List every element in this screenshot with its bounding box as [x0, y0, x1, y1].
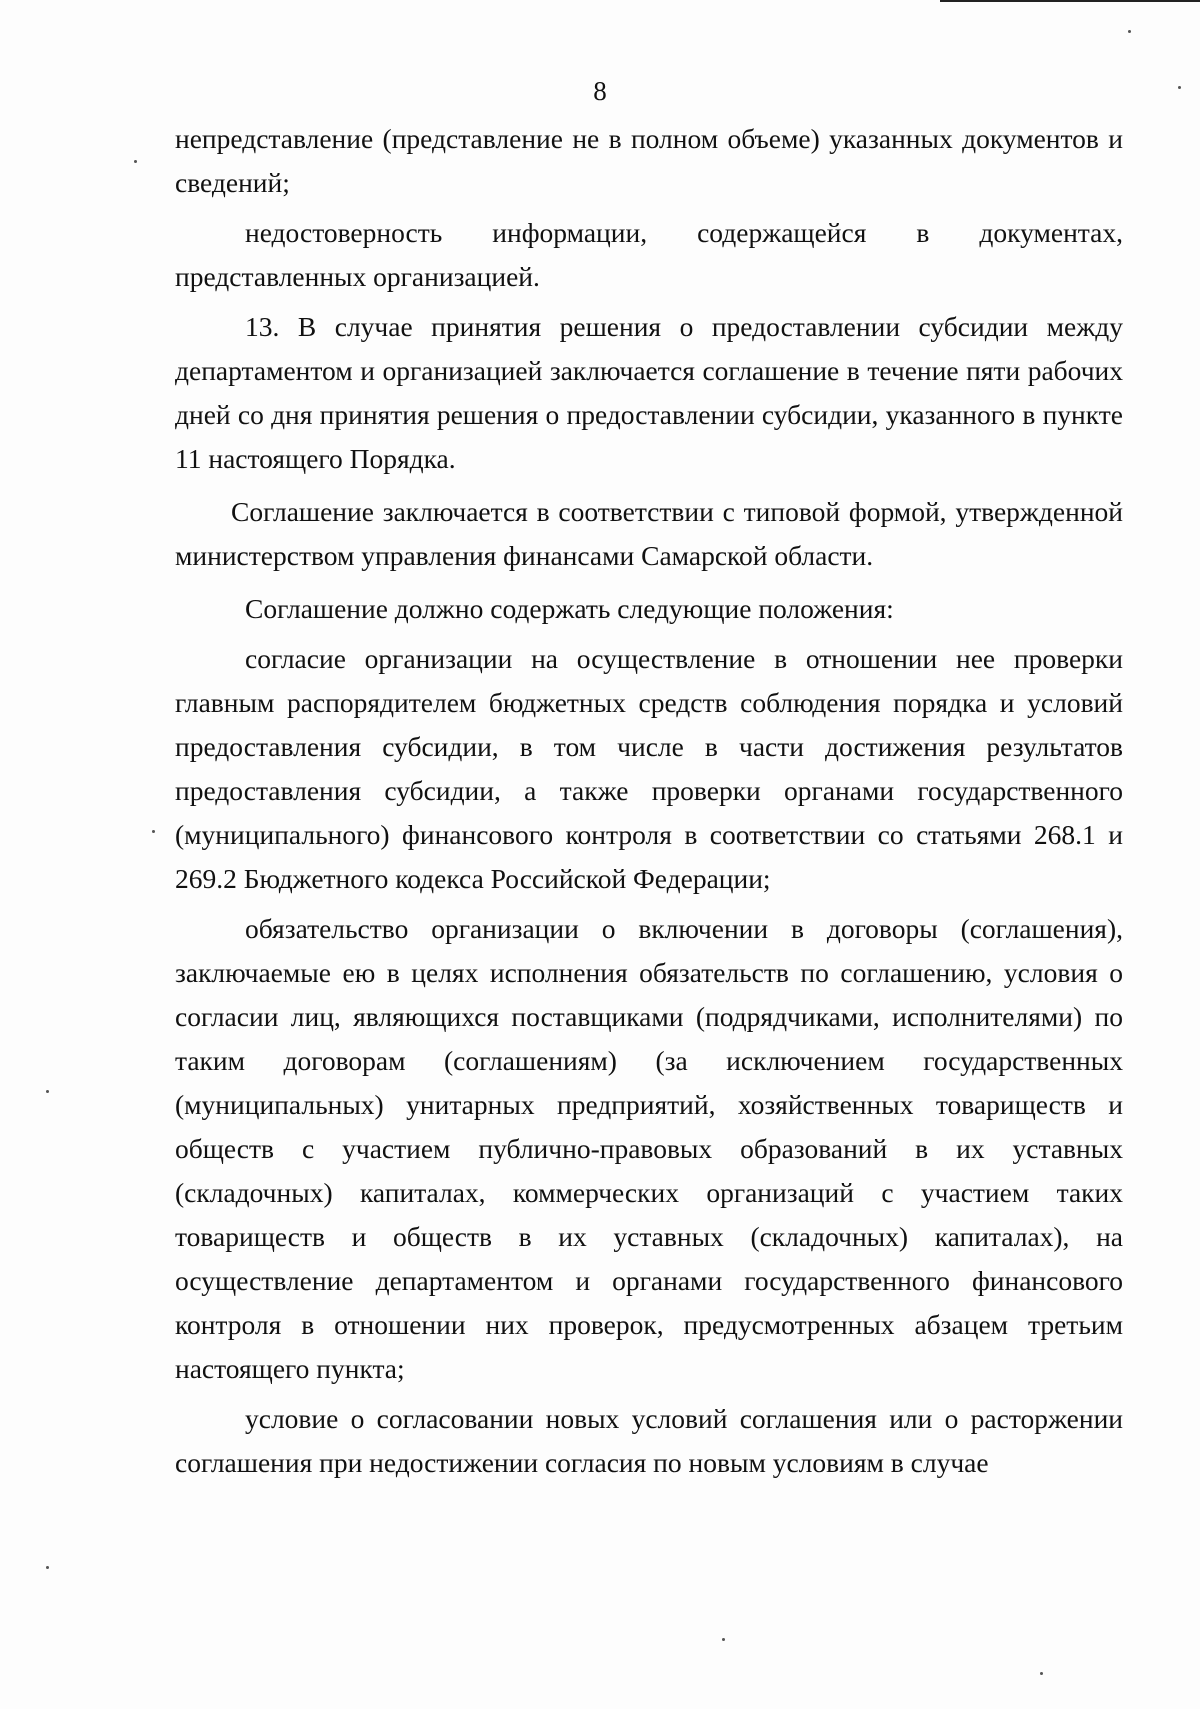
page-number: 8: [593, 76, 607, 106]
scan-speck: [46, 1566, 49, 1569]
scan-speck: [1178, 86, 1181, 89]
paragraph-agreement-form: Соглашение заключается в соответствии с типовой формой, утвержденной министерством управления финансами Самарской области.: [175, 496, 1123, 571]
paragraph-agreement-provisions: Соглашение должно содержать следующие положения:: [245, 593, 894, 624]
paragraph-non-submission: непредставление (представление не в полном объеме) указанных документов и сведений;: [175, 123, 1123, 198]
scan-speck: [46, 1090, 49, 1093]
paragraph-consent-inspection: согласие организации на осуществление в отношении нее проверки главным распорядителем бюджетных средств соблюдения порядка и условий предоставления субсидии, в том числе в части достижения результатов предоставления субсидии, а также проверки органами государственного (муниципального) финансового контроля в соответствии со статьями 268.1 и 269.2 Бюджетного кодекса Российской Федерации;: [175, 643, 1123, 894]
scan-speck: [1040, 1672, 1043, 1675]
document-body: [175, 117, 1123, 1485]
scan-edge-line: [940, 0, 1200, 2]
scan-speck: [152, 830, 155, 833]
scan-speck: [722, 1638, 725, 1641]
scan-speck: [134, 160, 137, 163]
paragraph-clause-13: 13. В случае принятия решения о предоставлении субсидии между департаментом и организацией заключается соглашение в течение пяти рабочих дней со дня принятия решения о предоставлении субсидии, указанного в пункте 11 настоящего Порядка.: [175, 311, 1123, 474]
paragraph-new-conditions: условие о согласовании новых условий соглашения или о расторжении соглашения при недостижении согласия по новым условиям в случае: [175, 1403, 1123, 1478]
scan-speck: [1128, 30, 1131, 33]
paragraph-unreliable-info: недостоверность информации, содержащейся в документах, представленных организацией.: [175, 217, 1123, 292]
paragraph-obligation-contracts: обязательство организации о включении в договоры (соглашения), заключаемые ею в целях исполнения обязательств по соглашению, условия о согласии лиц, являющихся поставщиками (подрядчиками, исполнителями) по таким договорам (соглашениям) (за исключением государственных (муниципальных) унитарных предприятий, хозяйственных товариществ и обществ с участием публично-правовых образований в их уставных (складочных) капиталах, коммерческих организаций с участием таких товариществ и обществ в их уставных (складочных) капиталах), на осуществление департаментом и органами государственного финансового контроля в отношении них проверок, предусмотренных абзацем третьим настоящего пункта;: [175, 913, 1123, 1384]
